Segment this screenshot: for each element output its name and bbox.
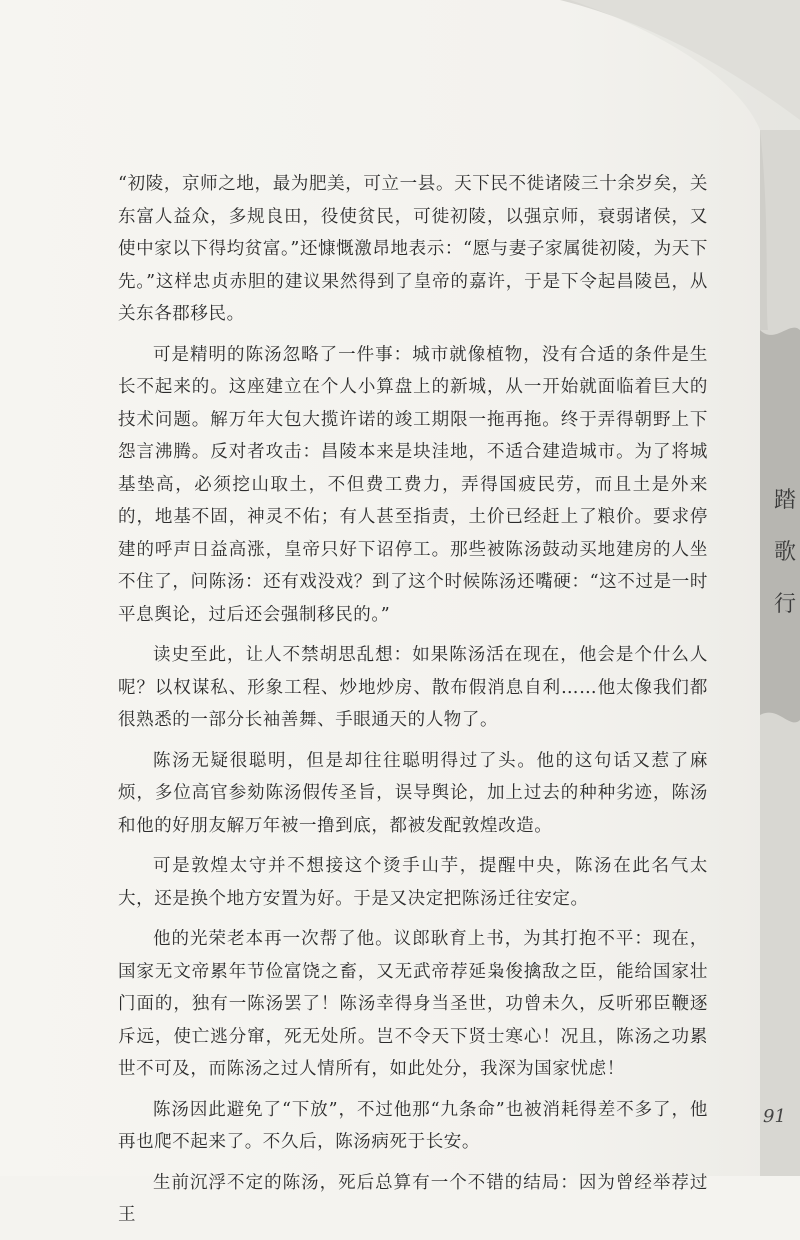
paragraph: 可是敦煌太守并不想接这个烫手山芋，提醒中央，陈汤在此名气太大，还是换个地方安置为好。于是又决定把陈汤迁往安定。	[118, 856, 708, 909]
paragraph: 陈汤因此避免了“下放”，不过他那“九条命”也被消耗得差不多了，他再也爬不起来了。不久后，陈汤病死于长安。	[118, 1099, 708, 1152]
main-text	[118, 168, 708, 1240]
side-title-char: 歌	[773, 540, 796, 565]
paragraph: 陈汤无疑很聪明，但是却往往聪明得过了头。他的这句话又惹了麻烦，多位高官参劾陈汤假传圣旨，误导舆论，加上过去的种种劣迹，陈汤和他的好朋友解万年被一撸到底，都被发配敦煌改造。	[118, 750, 708, 836]
paragraph: 可是精明的陈汤忽略了一件事：城市就像植物，没有合适的条件是生长不起来的。这座建立在个人小算盘上的新城，从一开始就面临着巨大的技术问题。解万年大包大揽许诺的竣工期限一拖再拖。终于弄得朝野上下怨言沸腾。反对者攻击：昌陵本来是块洼地，不适合建造城市。为了将城基垫高，必须挖山取土，不但费工费力，弄得国疲民劳，而且土是外来的，地基不固，神灵不佑；有人甚至指责，土价已经赶上了粮价。要求停建的呼声日益高涨，皇帝只好下诏停工。那些被陈汤鼓动买地建房的人坐不住了，问陈汤：还有戏没戏？到了这个时候陈汤还嘴硬：“这不过是一时平息舆论，过后还会强制移民的。”	[118, 344, 708, 625]
paragraph: 他的光荣老本再一次帮了他。议郎耿育上书，为其打抱不平：现在，国家无文帝累年节俭富饶之畜，又无武帝荐延枭俊擒敌之臣，能给国家壮门面的，独有一陈汤罢了！陈汤幸得身当圣世，功曾未久，反听邪臣鞭逐斥远，使亡逃分窜，死无处所。岂不令天下贤士寒心！况且，陈汤之功累世不可及，而陈汤之过人情所有，如此处分，我深为国家忧虑！	[118, 929, 708, 1079]
side-title-char: 行	[773, 592, 796, 617]
paragraph: 生前沉浮不定的陈汤，死后总算有一个不错的结局：因为曾经举荐过王	[118, 1172, 708, 1225]
side-title-char: 踏	[773, 488, 796, 513]
paragraph: “初陵，京师之地，最为肥美，可立一县。天下民不徙诸陵三十余岁矣，关东富人益众，多规良田，役使贫民，可徙初陵，以强京师，衰弱诸侯，又使中家以下得均贫富。”还慷慨激昂地表示：“愿与妻子家属徙初陵，为天下先。”这样忠贞赤胆的建议果然得到了皇帝的嘉许，于是下令起昌陵邑，从关东各郡移民。	[118, 174, 708, 324]
section-side-title	[770, 475, 800, 631]
page-number: 91	[763, 1106, 786, 1127]
paragraph: 读史至此，让人不禁胡思乱想：如果陈汤活在现在，他会是个什么人呢？以权谋私、形象工程、炒地炒房、散布假消息自利……他太像我们都很熟悉的一部分长袖善舞、手眼通天的人物了。	[118, 645, 708, 730]
